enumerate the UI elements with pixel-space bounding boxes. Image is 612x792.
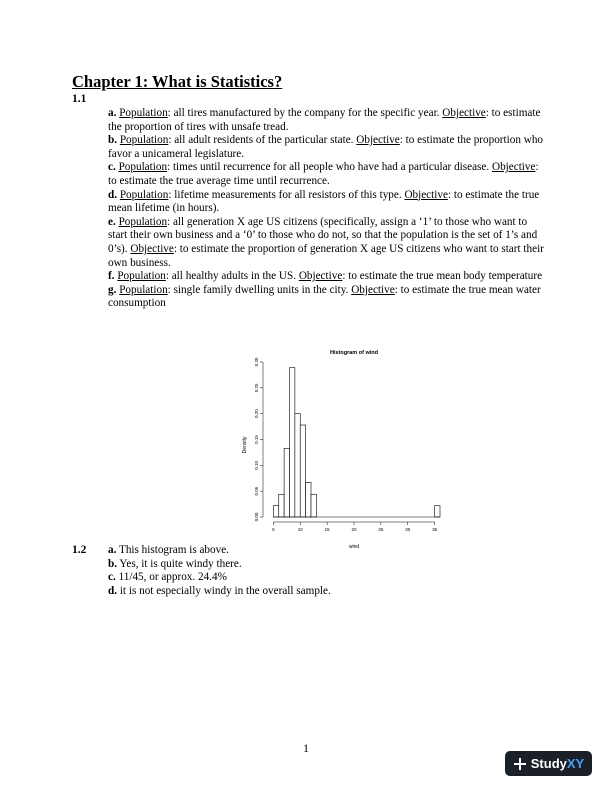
problem-1-1-answers xyxy=(108,107,548,311)
y-tick-label: 0.00 xyxy=(254,512,259,522)
answer-item: b. Yes, it is quite windy there. xyxy=(108,557,242,570)
x-tick-label: 20 xyxy=(351,527,357,532)
histogram-bar xyxy=(284,448,289,517)
x-tick-label: 35 xyxy=(432,527,438,532)
y-axis xyxy=(254,357,263,521)
x-tick-label: 15 xyxy=(324,527,330,532)
histogram-bar xyxy=(273,506,278,517)
answer-item: c. 11/45, or approx. 24.4% xyxy=(108,571,227,584)
chapter-title: Chapter 1: What is Statistics? xyxy=(72,72,283,91)
y-tick-label: 0.25 xyxy=(254,383,259,393)
histogram-bars xyxy=(273,368,440,517)
histogram-bar xyxy=(279,494,284,517)
y-tick-label: 0.20 xyxy=(254,409,259,419)
answer-item: f. Population: all healthy adults in the US. Objective: to estimate the true mean body temperature xyxy=(108,270,543,283)
answer-item: d. Population: lifetime measurements for all resistors of this type. Objective: to estimate the true mean lifetime (in hours). xyxy=(108,188,540,215)
x-tick-label: 25 xyxy=(378,527,384,532)
y-tick-label: 0.15 xyxy=(254,435,259,444)
histogram-bar xyxy=(290,368,295,517)
wind-histogram xyxy=(228,345,448,550)
page-number: 1 xyxy=(303,741,309,755)
x-tick-label: 10 xyxy=(297,527,303,532)
answer-item: a. Population: all tires manufactured by the company for the specific year. Objective: to estimate the proportion of tires with unsafe tread. xyxy=(108,107,541,133)
problem-1-2-answers xyxy=(108,544,548,598)
logo-text: StudyXY xyxy=(530,756,585,771)
problem-number: 1.1 xyxy=(72,93,87,105)
y-tick-label: 0.05 xyxy=(254,486,259,496)
plus-icon xyxy=(513,757,527,771)
studyxy-logo xyxy=(505,751,592,776)
x-tick-label: 30 xyxy=(405,527,411,532)
answer-item: e. Population: all generation X age US citizens (specifically, assign a ‘1’ to those who want to start their own business and a ‘0’ to those who do not, so that the population is the set of 1’s and 0’s). Objective: to estimate the proportion of generation X age US citizens who want to start their own business. xyxy=(108,215,544,269)
y-axis-label: Density xyxy=(242,436,248,454)
histogram-bar xyxy=(295,414,300,517)
y-tick-label: 0.10 xyxy=(254,460,259,470)
answer-item: c. Population: times until recurrence for all people who have had a particular disease. Objective: to estimate the true average time until recurrence. xyxy=(108,161,539,187)
answer-item: a. This histogram is above. xyxy=(108,544,229,556)
chart-title: Histogram of wind xyxy=(330,350,378,356)
answer-item: d. it is not especially windy in the overall sample. xyxy=(108,584,331,597)
histogram-bar xyxy=(300,425,305,517)
histogram-bar xyxy=(311,494,316,517)
answer-item: b. Population: all adult residents of the particular state. Objective: to estimate the proportion who favor a unicameral legislature. xyxy=(108,134,544,160)
x-axis-label: wind xyxy=(348,544,360,550)
histogram-bar xyxy=(435,506,440,517)
x-tick-label: 5 xyxy=(272,527,275,532)
y-tick-label: 0.30 xyxy=(254,357,259,367)
problem-number: 1.2 xyxy=(72,544,87,556)
histogram-bar xyxy=(306,482,311,517)
answer-item: g. Population: single family dwelling units in the city. Objective: to estimate the true mean water consumption xyxy=(108,283,541,310)
x-axis xyxy=(272,522,438,532)
